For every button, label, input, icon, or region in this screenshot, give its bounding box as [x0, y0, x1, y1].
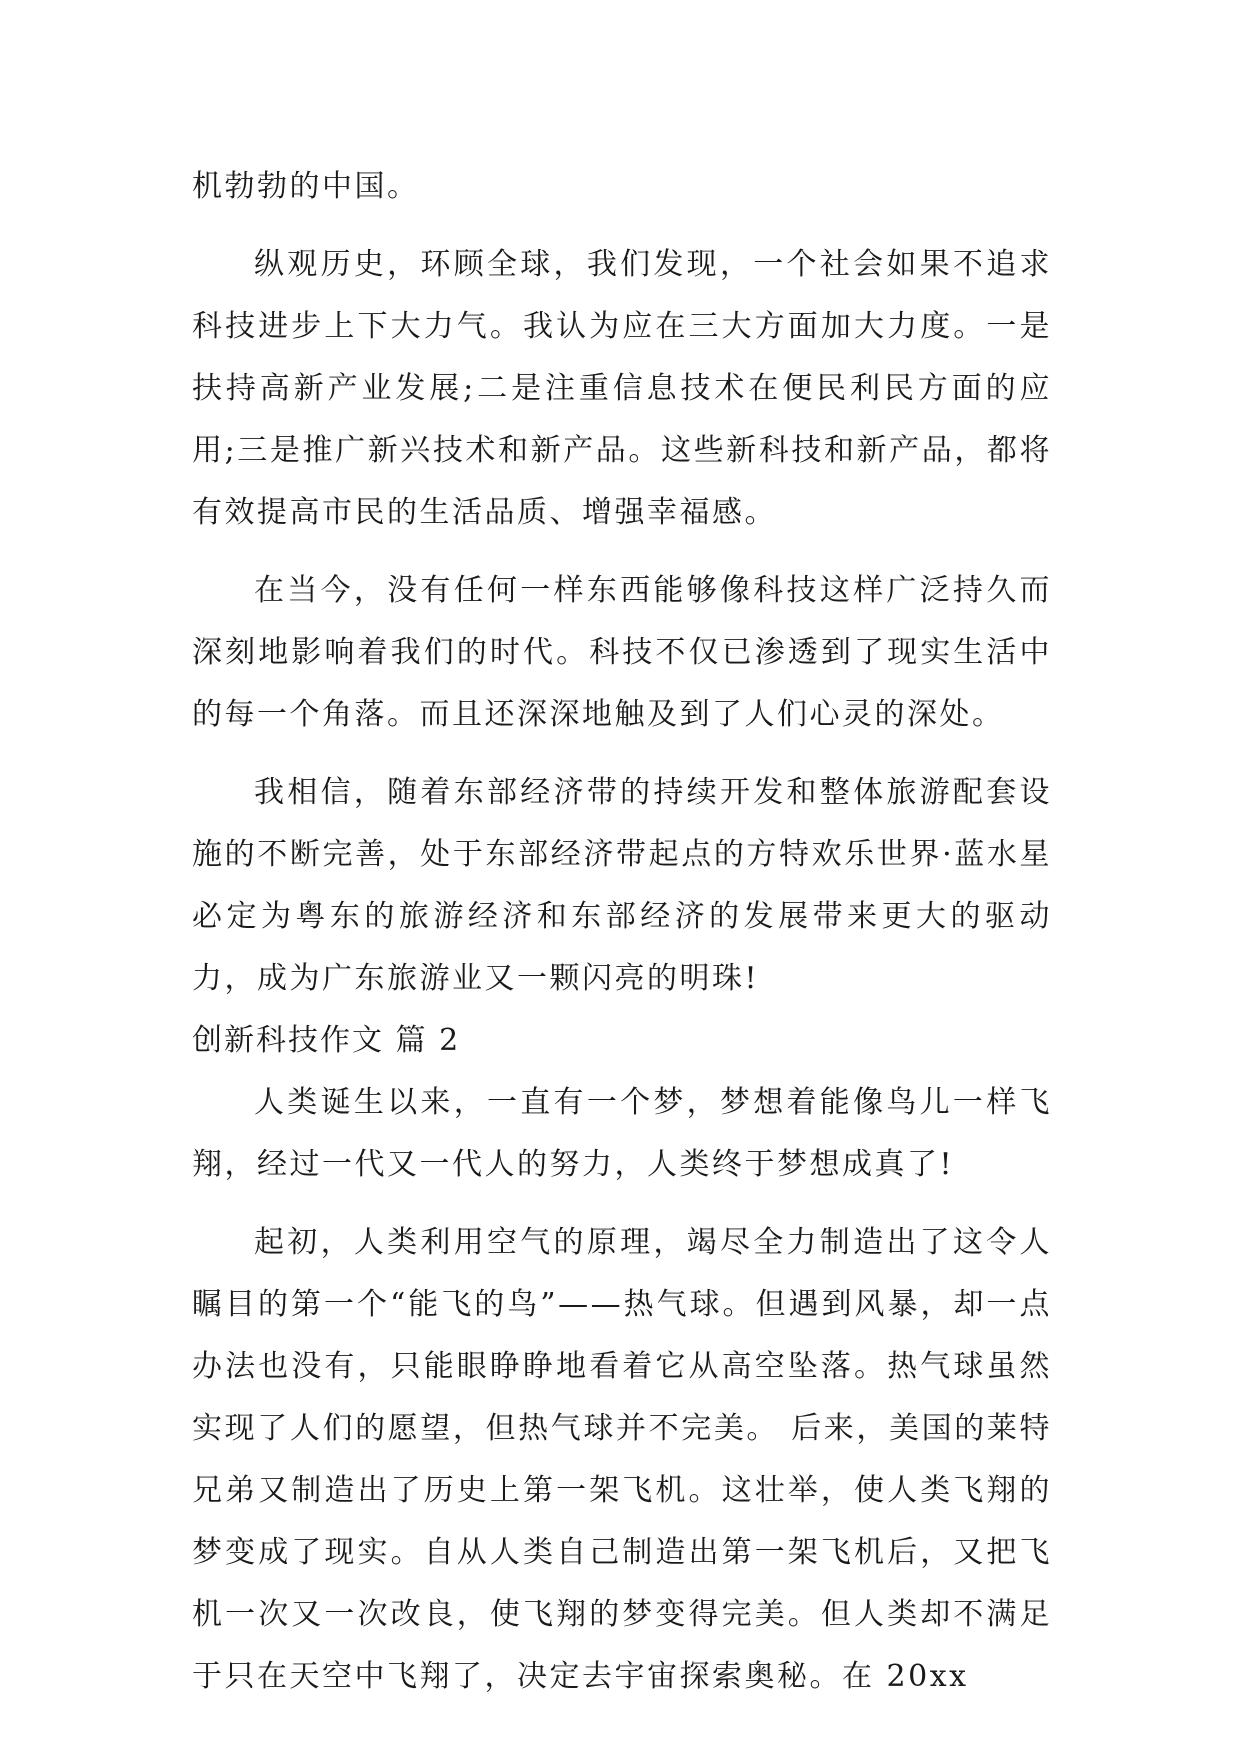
section-heading: 创新科技作文 篇 2: [192, 1023, 461, 1058]
paragraph: 纵观历史，环顾全球，我们发现，一个社会如果不追求科技进步上下大力气。我认为应在三大方面加大力度。一是扶持高新产业发展;二是注重信息技术在便民利民方面的应用;三是推广新兴技术和新产品。这些新科技和新产品，都将有效提高市民的生活品质、增强幸福感。: [192, 247, 1052, 530]
paragraph: 人类诞生以来，一直有一个梦，梦想着能像鸟儿一样飞翔，经过一代又一代人的努力，人类终于梦想成真了!: [192, 1085, 1052, 1182]
paragraph: 在当今，没有任何一样东西能够像科技这样广泛持久而深刻地影响着我们的时代。科技不仅已渗透到了现实生活中的每一个角落。而且还深深地触及到了人们心灵的深处。: [192, 573, 1052, 732]
document-body: [192, 156, 1052, 1724]
paragraph: 我相信，随着东部经济带的持续开发和整体旅游配套设施的不断完善，处于东部经济带起点的方特欢乐世界·蓝水星必定为粤东的旅游经济和东部经济的发展带来更大的驱动力，成为广东旅游业又一颗闪亮的明珠!: [192, 775, 1052, 996]
paragraph-continuation: 机勃勃的中国。: [192, 169, 420, 204]
paragraph: 起初，人类利用空气的原理，竭尽全力制造出了这令人瞩目的第一个“能飞的鸟”——热气球。但遇到风暴，却一点办法也没有，只能眼睁睁地看着它从高空坠落。热气球虽然实现了人们的愿望，但热气球并不完美。 后来，美国的莱特兄弟又制造出了历史上第一架飞机。这壮举，使人类飞翔的梦变成了现实。自从人类自己制造出第一架飞机后，又把飞机一次又一次改良，使飞翔的梦变得完美。但人类却不满足于只在天空中飞翔了，决定去宇宙探索奥秘。在 20xx: [192, 1225, 1052, 1694]
